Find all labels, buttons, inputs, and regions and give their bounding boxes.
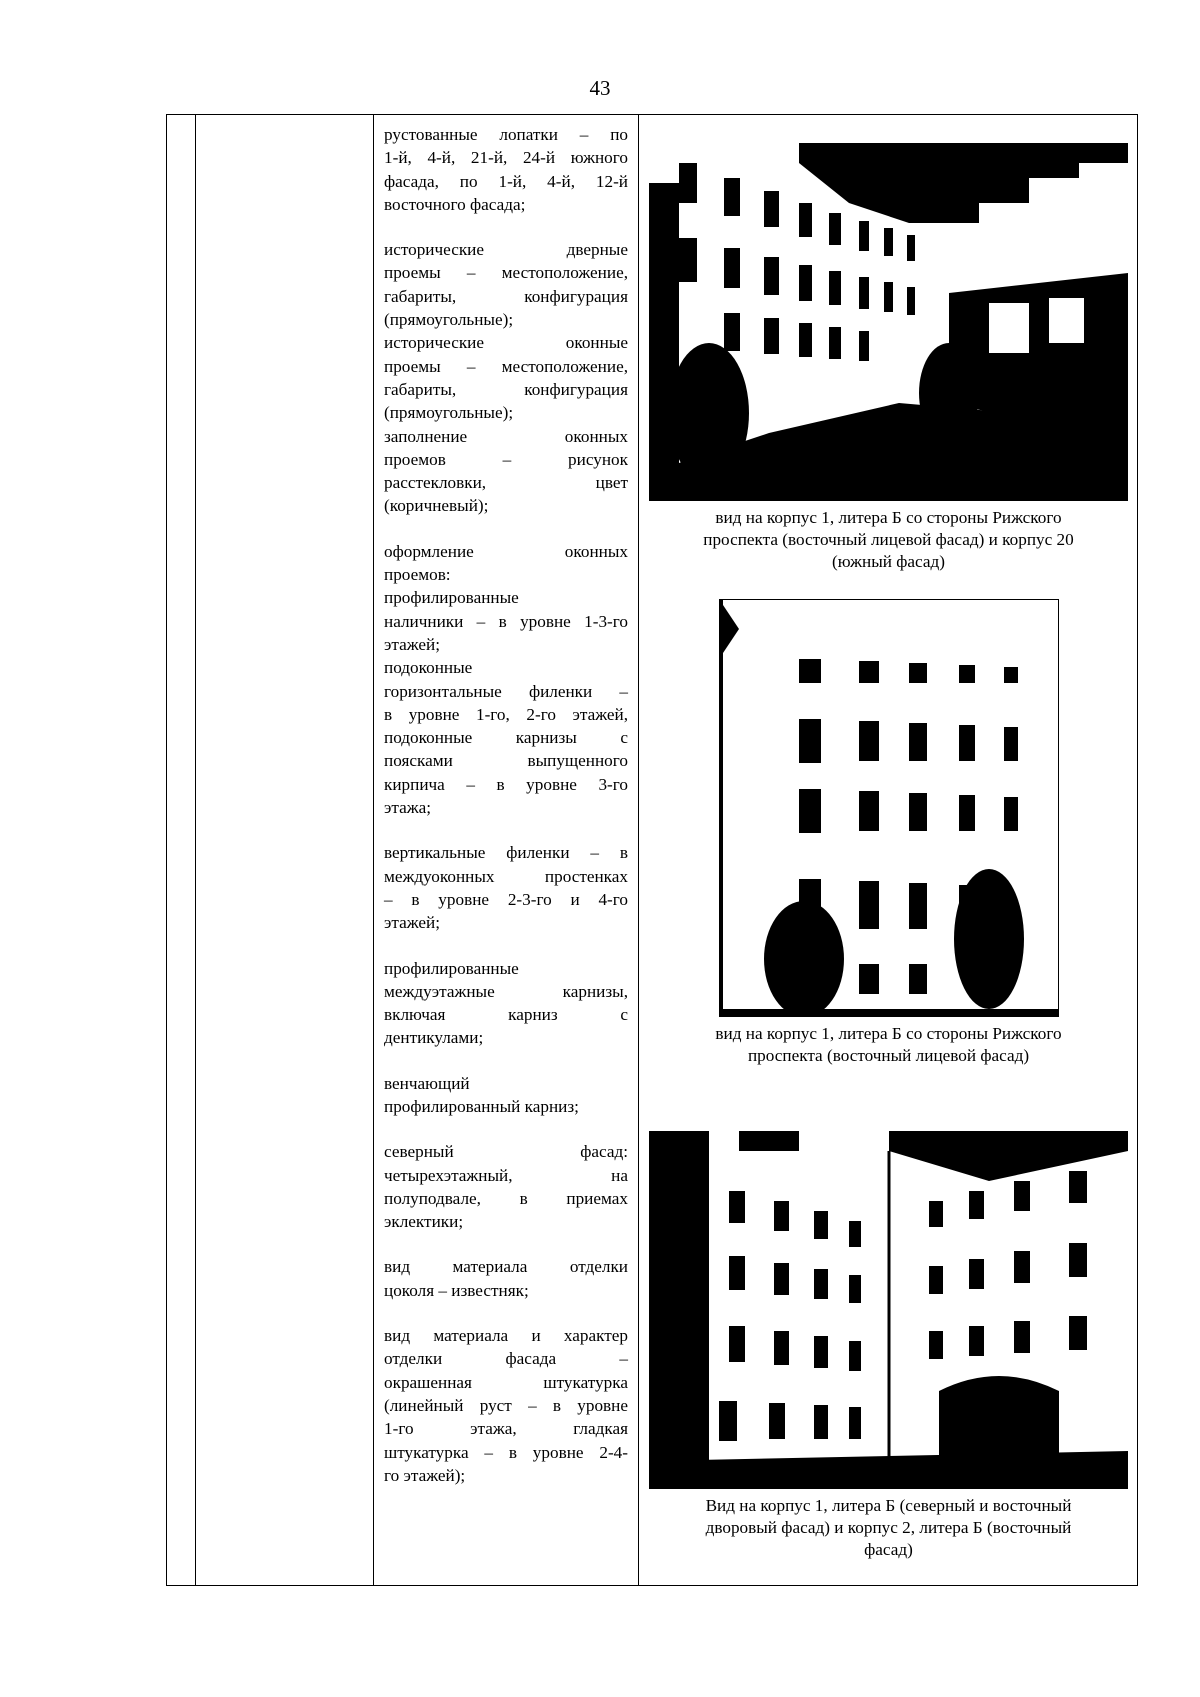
description-line: заполнение оконных (384, 426, 628, 446)
description-line: проемов – рисунок (384, 449, 628, 469)
caption-line: вид на корпус 1, литера Б со стороны Рижского (715, 1024, 1062, 1043)
monument-table (166, 114, 1138, 1586)
photo-caption-3 (639, 1495, 1138, 1561)
caption-line: вид на корпус 1, литера Б со стороны Рижского (715, 508, 1062, 527)
description-line: наличники – в уровне 1-3-го (384, 611, 628, 631)
description-line: (коричневый); (384, 496, 489, 516)
description-line: подоконные (384, 658, 473, 678)
description-line: этажей; (384, 634, 440, 654)
description-paragraph (384, 1255, 628, 1302)
cell-description (374, 115, 639, 1586)
description-line: – в уровне 2-3-го и 4-го (384, 889, 628, 909)
description-line: северный фасад: (384, 1142, 628, 1162)
description-line: габариты, конфигурация (384, 286, 628, 306)
description-line: профилированные (384, 588, 519, 608)
description-line: проемы – местоположение, (384, 263, 628, 283)
page-number: 43 (589, 76, 611, 100)
description-line: (прямоугольные); (384, 403, 514, 423)
description-line: кирпича – в уровне 3-го (384, 774, 628, 794)
description-line: в уровне 1-го, 2-го этажей, (384, 704, 628, 724)
description-line: проемов: (384, 565, 451, 585)
description-line: исторические оконные (384, 333, 628, 353)
photo-courtyard-north-east (649, 1131, 1128, 1489)
caption-line: дворовый фасад) и корпус 2, литера Б (восточный (705, 1518, 1072, 1537)
description-line: (линейный руст – в уровне (384, 1395, 628, 1415)
description-line: исторические дверные (384, 240, 628, 260)
description-line: вид материала отделки (384, 1257, 628, 1277)
cell-number (167, 115, 196, 1586)
description-line: полуподвале, в приемах (384, 1188, 628, 1208)
description-paragraph (384, 1324, 628, 1487)
description-paragraph (384, 540, 628, 820)
description-line: дентикулами; (384, 1028, 484, 1048)
description-line: проемы – местоположение, (384, 356, 628, 376)
description-paragraph (384, 1072, 628, 1119)
description-line: окрашенная штукатурка (384, 1372, 628, 1392)
description-line: включая карниз с (384, 1005, 628, 1025)
description-line: рустованные лопатки – по (384, 125, 628, 144)
caption-line: проспекта (восточный лицевой фасад) и корпус 20 (703, 530, 1074, 549)
photo-building-east-south (649, 143, 1128, 501)
description-line: восточного фасада; (384, 194, 526, 214)
description-line: междуоконных простенках (384, 866, 628, 886)
description-paragraph (384, 957, 628, 1050)
description-line: цоколя – известняк; (384, 1280, 529, 1300)
description-line: вертикальные филенки – в (384, 843, 628, 863)
description-line: этажей; (384, 913, 440, 933)
description-line: подоконные карнизы с (384, 728, 628, 748)
description-line: эклектики; (384, 1212, 464, 1232)
description-paragraph (384, 841, 628, 934)
description-line: го этажей); (384, 1465, 466, 1485)
description-line: (прямоугольные); (384, 310, 514, 330)
description-line: штукатурка – в уровне 2-4- (384, 1442, 628, 1462)
description-line: фасада, по 1-й, 4-й, 12-й (384, 171, 628, 191)
cell-object (196, 115, 374, 1586)
description-line: отделки фасада – (384, 1349, 628, 1369)
photo-building-east (719, 599, 1059, 1017)
table-row (167, 115, 1138, 1586)
subject-description (374, 115, 638, 1487)
description-paragraph (384, 123, 628, 216)
description-line: горизонтальные филенки – (384, 681, 628, 701)
description-line: габариты, конфигурация (384, 379, 628, 399)
caption-line: (южный фасад) (832, 552, 945, 571)
description-line: венчающий (384, 1073, 470, 1093)
description-line: этажа; (384, 798, 432, 818)
description-line: профилированный карниз; (384, 1096, 579, 1116)
description-line: четырехэтажный, на (384, 1165, 628, 1185)
description-line: поясками выпущенного (384, 751, 628, 771)
description-line: оформление оконных (384, 541, 628, 561)
caption-line: фасад) (864, 1540, 913, 1559)
photo-caption-1 (639, 507, 1138, 573)
description-paragraph (384, 238, 628, 518)
caption-line: Вид на корпус 1, литера Б (северный и восточный (705, 1496, 1072, 1515)
caption-line: проспекта (восточный лицевой фасад) (747, 1046, 1030, 1065)
description-line: профилированные (384, 958, 519, 978)
description-line: расстекловки, цвет (384, 473, 628, 493)
description-line: вид материала и характер (384, 1326, 628, 1346)
photo-caption-2 (639, 1023, 1138, 1067)
cell-photos (639, 115, 1138, 1586)
description-line: 1-го этажа, гладкая (384, 1419, 628, 1439)
description-paragraph (384, 1140, 628, 1233)
description-line: 1-й, 4-й, 21-й, 24-й южного (384, 148, 628, 168)
description-line: междуэтажные карнизы, (384, 981, 628, 1001)
